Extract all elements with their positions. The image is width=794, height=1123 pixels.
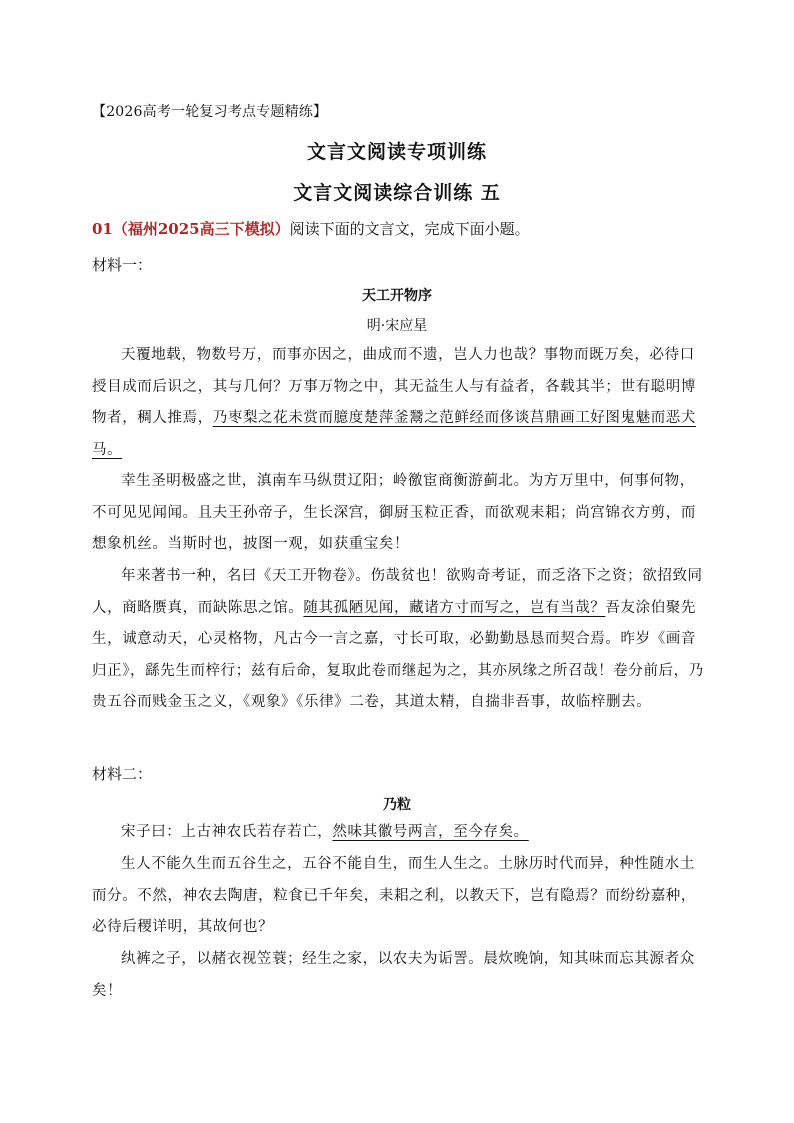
underlined-sentence: 随其孤陋见闻，藏诸方寸而写之，岂有当哉？	[303, 599, 606, 616]
material1-paragraph-3: 年来著书一种，名曰《天工开物卷》。伤哉贫也！欲购奇考证，而乏洛下之资；欲招致同人，商略赝真，而缺陈思之馆。随其孤陋见闻，藏诸方寸而写之，岂有当哉？吾友涂伯聚先生，诚意动天，心灵格物，凡古今一言之嘉，寸长可取，必勤勤恳恳而契合焉。昨岁《画音归正》，繇先生而梓行；兹有后命，复取此卷而继起为之，其亦夙缘之所召哉！卷分前后，乃贵五谷而贱金玉之义，《观象》《乐律》二卷，其道太精，自揣非吾事，故临梓删去。	[92, 568, 704, 710]
underlined-sentence: 然味其徽号两言，至今存矣。	[332, 824, 529, 840]
material2-title: 乃粒	[383, 797, 411, 813]
question-prompt: 阅读下面的文言文，完成下面小题。	[289, 220, 530, 238]
material2-label: 材料二：	[92, 765, 153, 783]
question-number: 01	[92, 220, 113, 238]
material1-label: 材料一：	[92, 256, 153, 274]
material1-paragraph-1: 天覆地载，物数号万，而事亦因之，曲成而不遗，岂人力也哉？事物而既万矣，必待口授目成而后识之，其与几何？万事万物之中，其无益生人与有益者，各载其半；世有聪明博物者，稠人推焉，乃枣梨之花未赏而臆度楚萍釜鬵之范鲜经而侈谈莒鼎画工好图鬼魅而恶犬马。	[92, 347, 697, 458]
material1-paragraph-2: 幸生圣明极盛之世，滇南车马纵贯辽阳；岭徼宦商衡游蓟北。为方万里中，何事何物，不可见见闻闻。且夫王孙帝子，生长深宫，御厨玉粒正香，而欲观耒耜；尚宫锦衣方剪，而想象机丝。当斯时也，披图一观，如获重宝矣！	[92, 473, 696, 552]
material2-paragraph-3: 纨裤之子，以赭衣视笠蓑；经生之家，以农夫为诟詈。晨炊晚饷，知其味而忘其源者众矣！	[92, 951, 695, 999]
page-subtitle: 文言文阅读综合训练 五	[293, 182, 501, 204]
question-header	[92, 218, 530, 239]
question-source: （福州2025高三下模拟）	[112, 220, 290, 238]
material1-author: 明·宋应星	[366, 318, 428, 334]
underlined-sentence: 乃枣梨之花未赏而臆度楚萍釜鬵之范鲜经而侈谈莒鼎画工好图鬼魅而恶犬马。	[92, 410, 697, 458]
material2-paragraph-1: 宋子曰：上古神农氏若存若亡，然味其徽号两言，至今存矣。	[121, 824, 529, 840]
material2-paragraph-2: 生人不能久生而五谷生之，五谷不能自生，而生人生之。土脉历时代而异，种性随水土而分。不然，神农去陶唐，粒食已千年矣，耒耜之利，以教天下，岂有隐焉？而纷纷嘉种，必待后稷详明，其故何也？	[92, 856, 696, 935]
page-title: 文言文阅读专项训练	[306, 141, 487, 163]
series-tag: 【2026高考一轮复习考点专题精练】	[92, 104, 328, 120]
material1-title: 天工开物序	[362, 288, 432, 304]
